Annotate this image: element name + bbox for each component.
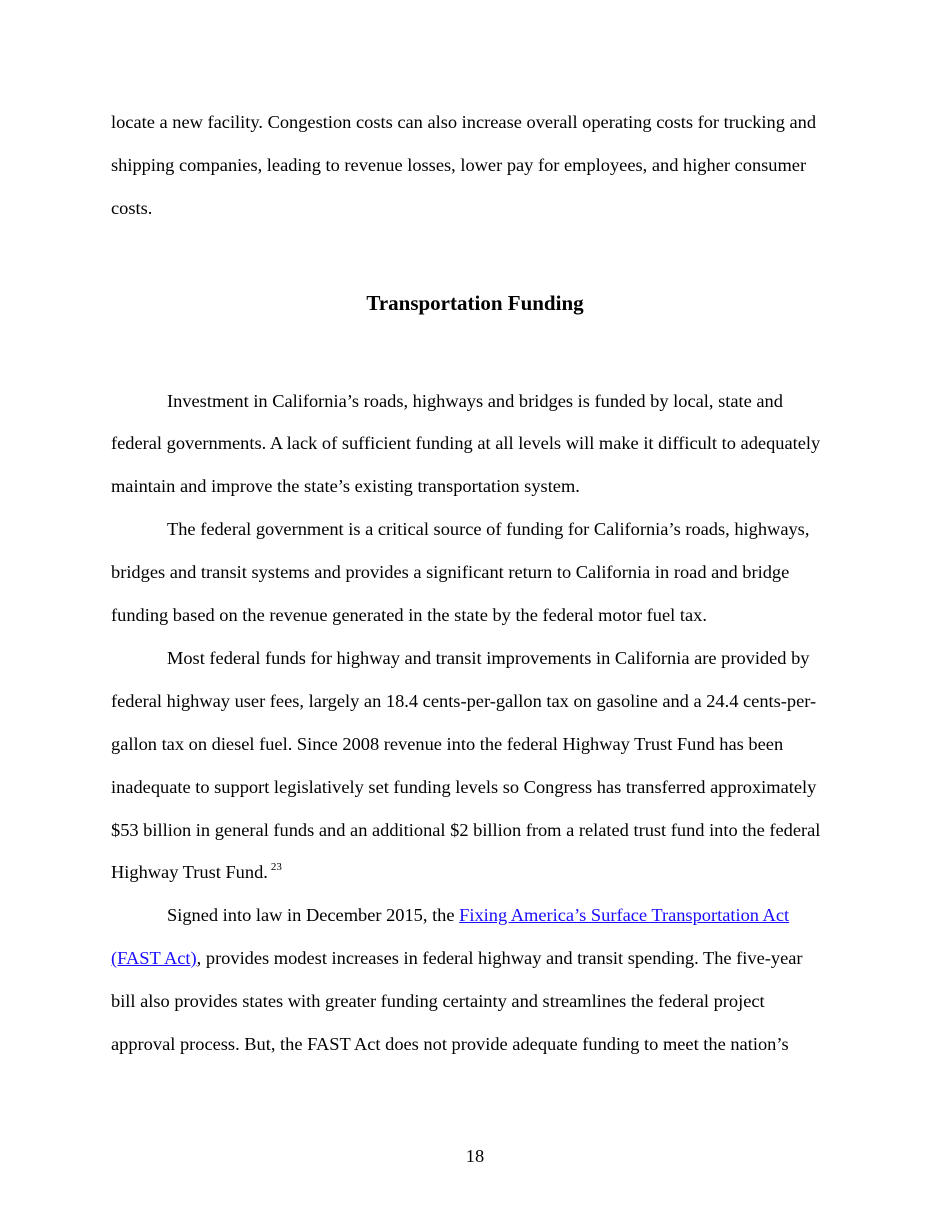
- intro-line-2: shipping companies, leading to revenue losses, lower pay for employees, and higher consumer: [111, 155, 807, 175]
- para2-line-2: bridges and transit systems and provides a significant return to California in road and bridge: [111, 562, 790, 582]
- para4-line-2-suffix: , provides modest increases in federal highway and transit spending. The five-year: [196, 948, 803, 968]
- para3-line-5: $53 billion in general funds and an additional $2 billion from a related trust fund into the federal: [111, 820, 821, 840]
- intro-line-3: costs.: [111, 198, 153, 218]
- section-heading: Transportation Funding: [366, 291, 584, 315]
- para3-line-6-text: Highway Trust Fund.: [111, 862, 268, 882]
- fast-act-link-part-1[interactable]: Fixing America’s Surface Transportation Act: [459, 905, 790, 925]
- para2-line-3: funding based on the revenue generated in the state by the federal motor fuel tax.: [111, 605, 707, 625]
- para3-line-1: Most federal funds for highway and transit improvements in California are provided by: [167, 648, 810, 668]
- para2-line-1: The federal government is a critical source of funding for California’s roads, highways,: [167, 519, 810, 539]
- para4-line-1: [167, 904, 789, 926]
- para4-line-1-prefix: Signed into law in December 2015, the: [167, 905, 460, 925]
- page-number: 18: [465, 1146, 485, 1166]
- footnote-reference[interactable]: 23: [270, 861, 282, 873]
- para3-line-2: federal highway user fees, largely an 18.4 cents-per-gallon tax on gasoline and a 24.4 cents-per-: [111, 691, 817, 711]
- para3-line-3: gallon tax on diesel fuel. Since 2008 revenue into the federal Highway Trust Fund has been: [111, 734, 784, 754]
- para3-line-4: inadequate to support legislatively set funding levels so Congress has transferred approximately: [111, 777, 817, 797]
- intro-line-1: locate a new facility. Congestion costs can also increase overall operating costs for trucking and: [111, 112, 817, 132]
- fast-act-link-part-2[interactable]: (FAST Act): [111, 948, 197, 968]
- para3-line-6: [111, 861, 282, 886]
- para4-line-3: bill also provides states with greater funding certainty and streamlines the federal project: [111, 991, 765, 1011]
- para4-line-4: approval process. But, the FAST Act does not provide adequate funding to meet the nation’s: [111, 1034, 789, 1054]
- para1-line-3: maintain and improve the state’s existing transportation system.: [111, 476, 580, 496]
- para4-line-2: [111, 947, 803, 969]
- para1-line-2: federal governments. A lack of sufficient funding at all levels will make it difficult to adequately: [111, 433, 821, 453]
- para1-line-1: Investment in California’s roads, highways and bridges is funded by local, state and: [167, 391, 783, 411]
